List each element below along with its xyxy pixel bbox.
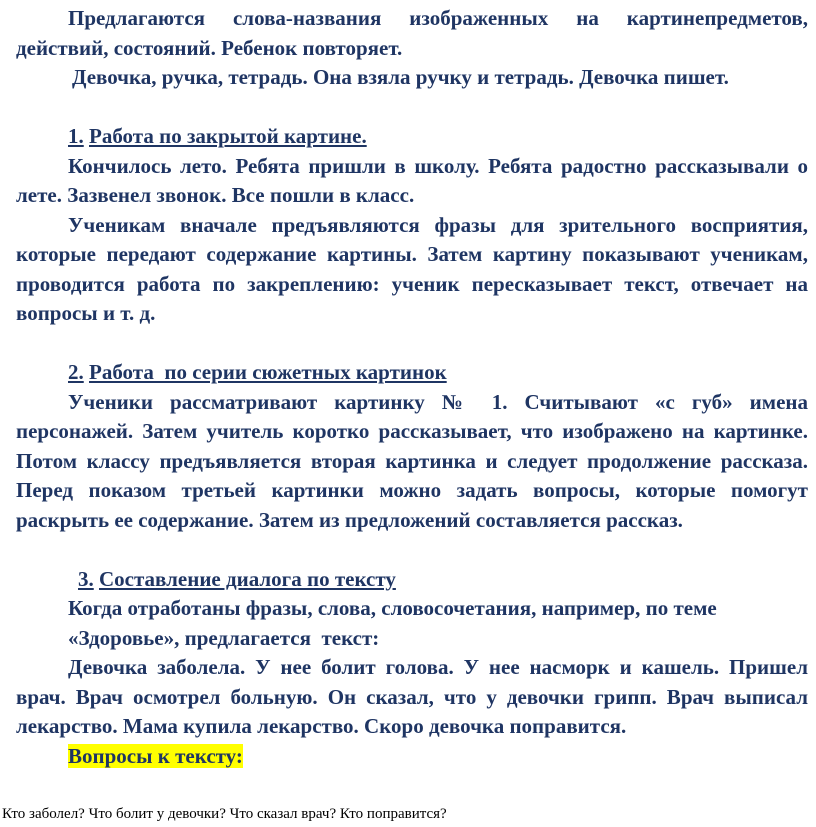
intro-paragraph: Предлагаются слова-названия изображенных на картинепредметов, действий, состояний. Ребенок повторяет. [16, 6, 808, 60]
questions-list: Кто заболел? Что болит у девочки? Что сказал врач? Кто поправится? [2, 806, 447, 822]
section-1-description: Ученикам вначале предъявляются фразы для зрительного восприятия, которые передают содержание картины. Затем картину показывают ученикам, проводится работа по закреплению: ученик пересказывает текст, отвечает на вопросы и т. д. [16, 212, 808, 325]
spacer [16, 535, 808, 565]
section-3-intro-line-1: Когда отработаны фразы, слова, словосочетания, например, по теме [68, 596, 717, 620]
section-3-text: Девочка заболела. У нее болит голова. У нее насморк и кашель. Пришел врач. Врач осмотрел больную. Он сказал, что у девочки грипп. Врач выписал лекарство. Мама купила лекарство. Скоро девочка поправится. [16, 655, 808, 738]
spacer [16, 329, 808, 359]
spacer [16, 93, 808, 123]
questions-heading-line [16, 742, 808, 772]
section-3-intro-line-2: «Здоровье», предлагается текст: [68, 625, 380, 650]
section-3-title: Составление диалога по тексту [99, 566, 396, 591]
section-2-description: Ученики рассматривают картинку № 1. Считывают «с губ» имена персонажей. Затем учитель коротко рассказывает, что изображено на картинке. Потом классу предъявляется вторая картинка и следует продолжение рассказа. Перед показом третьей картинки можно задать вопросы, которые помогут раскрыть ее содержание. Затем из предложений составляется рассказ. [16, 389, 808, 532]
section-2-title: Работа по серии сюжетных картинок [89, 360, 447, 384]
section-1-story: Кончилось лето. Ребята пришли в школу. Ребята радостно рассказывали о лете. Зазвенел звонок. Все пошли в класс. [16, 153, 808, 207]
section-1-heading [16, 122, 808, 152]
section-1-number: 1. [68, 124, 84, 148]
document-body [16, 4, 808, 771]
intro-example: Девочка, ручка, тетрадь. Она взяла ручку и тетрадь. Девочка пишет. [72, 65, 729, 89]
section-2-number: 2. [68, 360, 84, 384]
section-2-heading [16, 358, 808, 388]
questions-heading: Вопросы к тексту: [68, 743, 243, 768]
section-1-title: Работа по закрытой картине. [89, 124, 367, 148]
section-3-heading [16, 565, 808, 595]
section-3-number: 3. [78, 566, 94, 591]
